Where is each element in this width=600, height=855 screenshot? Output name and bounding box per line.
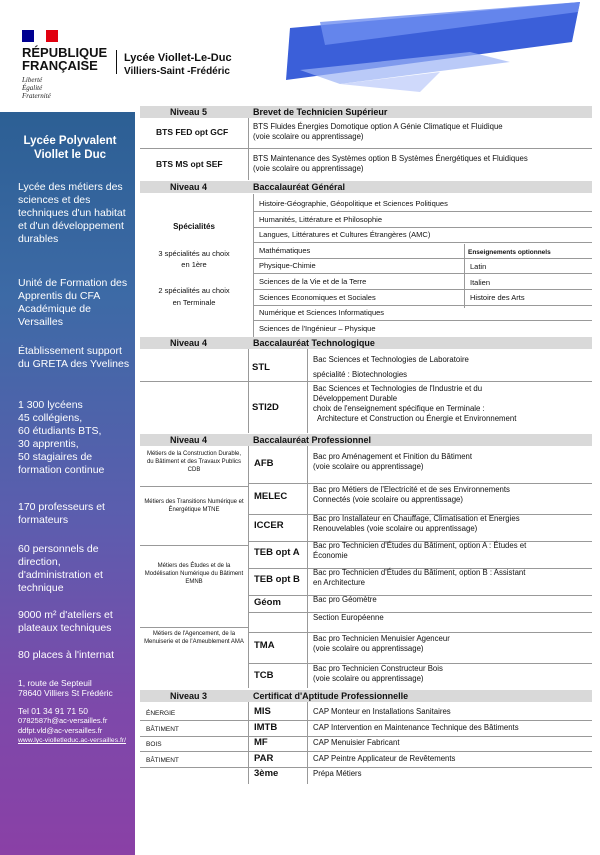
bac-pro-line2: (voie scolaire ou apprentissage) [313, 674, 424, 683]
option-item: Histoire des Arts [470, 293, 525, 303]
bts-ms-line1: BTS Maintenance des Systèmes option B Systèmes Énergétiques et Fluidiques [253, 154, 528, 163]
french-flag-icon [22, 30, 58, 42]
bac-pro-code: MELEC [254, 491, 288, 502]
bts-ms-line2: (voie scolaire ou apprentissage) [253, 164, 364, 173]
bac-pro-desc [313, 595, 377, 605]
sidebar-address [18, 678, 130, 698]
option-item: Italien [470, 277, 491, 287]
bac-pro-code: TEB opt B [254, 574, 300, 585]
sidebar-internat: 80 places à l'internat [18, 649, 114, 661]
level-diploma: Baccalauréat Professionnel [253, 435, 372, 445]
stl-line1: Bac Sciences et Technologies de Laboratoire [313, 355, 469, 364]
contact-email-2[interactable]: ddfpt.vld@ac-versailles.fr [18, 726, 103, 735]
motto-fraternite: Fraternité [22, 92, 51, 100]
bac-pro-line1: Bac pro Métiers de l'Electricité et de ses Environnements [313, 485, 510, 494]
bac-pro-desc [313, 634, 450, 654]
divider [140, 148, 592, 149]
address-line1: 1, route de Septeuil [18, 678, 92, 688]
level-header-bac-pro [140, 434, 592, 446]
bac-pro-line1: Bac pro Aménagement et Finition du Bâtiment [313, 452, 473, 461]
specialites-term-a: 2 spécialités au choix [158, 286, 230, 295]
level-diploma: Baccalauréat Technologique [253, 338, 375, 348]
specialites-1ere-a: 3 spécialités au choix [158, 249, 230, 258]
cap-field: BÂTIMENT [146, 725, 179, 733]
bac-pro-desc [313, 568, 525, 588]
bac-pro-line2: (voie scolaire ou apprentissage) [313, 462, 424, 471]
school-city: Villiers-Saint -Frédéric [124, 66, 230, 77]
stl-code: STL [252, 362, 270, 373]
divider [253, 289, 592, 290]
bac-pro-desc [313, 452, 472, 472]
divider [140, 767, 592, 768]
options-title: Enseignements optionnels [468, 249, 551, 256]
bac-pro-line1: Bac pro Technicien Menuisier Agenceur [313, 634, 450, 643]
bac-pro-code: TEB opt A [254, 547, 300, 558]
address-line2: 78640 Villiers St Frédéric [18, 688, 113, 698]
divider [248, 483, 592, 484]
bac-pro-desc [313, 541, 526, 561]
sti2d-desc [313, 384, 516, 424]
cap-name: CAP Menuisier Fabricant [313, 738, 400, 747]
bac-pro-desc [313, 485, 510, 505]
level-number: Niveau 3 [170, 691, 208, 701]
level-number: Niveau 4 [170, 435, 208, 445]
bts-fed-line2: (voie scolaire ou apprentissage) [253, 132, 364, 141]
filiere-emnb: Métiers des Études et de la Modélisation Numérique du Bâtiment EMNB [144, 563, 244, 585]
level-number: Niveau 5 [170, 107, 208, 117]
bts-fed-code: BTS FED opt GCF [156, 127, 229, 137]
subject-item: Mathématiques [259, 245, 311, 255]
bts-fed-line1: BTS Fluides Énergies Domotique option A Génie Climatique et Fluidique [253, 122, 503, 131]
cap-code: MIS [254, 706, 271, 717]
level-diploma: Baccalauréat Général [253, 182, 346, 192]
bac-pro-desc [313, 514, 520, 534]
sidebar-personnels: 60 personnels de direction, d'administration et technique [18, 543, 103, 594]
sidebar-contact [18, 706, 130, 746]
subject-item: Histoire-Géographie, Géopolitique et Sciences Politiques [259, 199, 448, 208]
header-divider [116, 50, 117, 74]
bac-pro-line1: Section Européenne [313, 613, 384, 622]
decorative-banner [280, 0, 600, 108]
bac-pro-line2: Économie [313, 551, 348, 560]
divider [253, 305, 592, 306]
contact-website-link[interactable]: www.lyc-violletleduc.ac-versailles.fr/ [18, 737, 127, 744]
divider [253, 242, 592, 243]
bac-pro-line1: Bac pro Technicien d'Études du Bâtiment, option B : Assistant [313, 568, 526, 577]
cap-field: BÂTIMENT [146, 756, 179, 764]
specialites-1ere-b: en 1ère [181, 260, 207, 269]
divider [253, 273, 592, 274]
cap-name: CAP Monteur en Installations Sanitaires [313, 707, 451, 716]
bac-pro-line2: (voie scolaire ou apprentissage) [313, 644, 424, 653]
motto-egalite: Égalité [22, 84, 43, 92]
sidebar-title-line1: Lycée Polyvalent [23, 135, 117, 147]
motto [22, 76, 51, 100]
sidebar-title-line2: Viollet le Duc [33, 149, 106, 161]
cap-code: PAR [254, 752, 274, 764]
rf-line1: RÉPUBLIQUE [22, 45, 108, 60]
bac-pro-code: TCB [254, 670, 274, 681]
divider [253, 258, 592, 259]
bac-pro-line1: Bac pro Installateur en Chauffage, Climatisation et Energies [313, 514, 520, 523]
sidebar-lycee-metiers: Lycée des métiers des sciences et des techniques d'un habitat et d'un développement durables [18, 181, 126, 245]
bac-pro-code: TMA [254, 640, 275, 651]
sidebar-ufa: Unité de Formation des Apprentis du CFA Académique de Versailles [18, 277, 128, 328]
page-header [0, 0, 600, 108]
cap-name: Prépa Métiers [313, 769, 362, 778]
sidebar [0, 112, 135, 855]
sidebar-title [10, 134, 130, 162]
cap-field: ÉNERGIE [146, 710, 176, 717]
stl-line2: spécialité : Biotechnologies [313, 370, 408, 379]
divider [248, 595, 592, 596]
divider [140, 381, 592, 382]
bac-pro-line1: Bac pro Géomètre [313, 595, 377, 604]
sidebar-professeurs: 170 professeurs et formateurs [18, 501, 105, 526]
cap-name: CAP Peintre Applicateur de Revêtements [313, 753, 456, 763]
subject-item: Numérique et Sciences Informatiques [259, 308, 385, 318]
cap-code: 3ème [254, 768, 279, 779]
sti2d-code: STI2D [252, 402, 279, 413]
stl-desc [313, 355, 469, 380]
cap-code: IMTB [254, 721, 278, 733]
contact-phone: Tel 01 34 91 71 50 [18, 706, 88, 716]
sidebar-ateliers: 9000 m² d'ateliers et plateaux techniques [18, 609, 113, 634]
bac-pro-code: AFB [254, 458, 274, 469]
level-header-bts [140, 106, 592, 118]
divider [248, 702, 249, 784]
subject-item: Sciences Economiques et Sociales [259, 292, 376, 302]
sti2d-line4: Architecture et Construction ou Énergie et Environnement [317, 414, 517, 423]
divider [253, 227, 592, 228]
filiere-mtne: Métiers des Transitions Numérique et Énergétique MTNE [144, 499, 244, 513]
bac-pro-code: Géom [254, 597, 281, 608]
bac-pro-desc [313, 613, 384, 623]
sti2d-line1: Bac Sciences et Technologies de l'Industrie et du [313, 384, 483, 393]
divider [253, 211, 592, 212]
bac-pro-code: ICCER [254, 520, 284, 531]
bts-fed-desc [253, 122, 503, 142]
specialites-term-b: en Terminale [172, 298, 216, 307]
rf-line2: FRANÇAISE [22, 58, 98, 73]
school-name: Lycée Viollet-Le-Duc [124, 52, 232, 64]
sti2d-line3: choix de l'enseignement spécifique en Terminale : [313, 404, 485, 413]
specialites-title: Spécialités [173, 222, 215, 231]
divider [140, 720, 592, 721]
sti2d-line2: Développement Durable [313, 394, 398, 403]
subject-item: Sciences de l'Ingénieur – Physique [259, 323, 376, 333]
sidebar-greta: Établissement support du GRETA des Yvelines [18, 345, 130, 370]
level-header-bac-general [140, 181, 592, 193]
bac-pro-line2: Renouvelables (voie scolaire ou apprentissage) [313, 524, 478, 533]
sidebar-effectifs: 1 300 lycéens 45 collégiens, 60 étudiants BTS, 30 apprentis, 50 stagiaires de formation continue [18, 399, 105, 476]
cap-code: MF [254, 737, 268, 748]
divider [253, 194, 254, 338]
divider [140, 627, 248, 628]
divider [248, 612, 592, 613]
republique-francaise-logo [22, 46, 107, 72]
divider [140, 545, 248, 546]
divider [140, 751, 592, 752]
motto-liberte: Liberté [22, 76, 43, 84]
bts-ms-code: BTS MS opt SEF [156, 159, 223, 169]
divider [140, 486, 248, 487]
bac-pro-line1: Bac pro Technicien d'Études du Bâtiment, option A : Études et [313, 541, 527, 550]
bac-pro-line1: Bac pro Technicien Constructeur Bois [313, 664, 443, 673]
cap-field: BOIS [146, 741, 162, 748]
school-title [124, 52, 232, 78]
divider [307, 349, 308, 433]
level-diploma: Brevet de Technicien Supérieur [253, 107, 388, 117]
level-header-bac-techno [140, 337, 592, 349]
filiere-ama: Métiers de l'Agencement, de la Menuiserie et de l'Ameublement AMA [144, 631, 244, 645]
contact-email-1[interactable]: 0782587h@ac-versailles.fr [18, 716, 108, 725]
level-number: Niveau 4 [170, 338, 208, 348]
bac-pro-line2: Connectés (voie scolaire ou apprentissage) [313, 495, 463, 504]
filiere-cdb: Métiers de la Construction Durable, du Bâtiment et des Travaux Publics CDB [146, 451, 242, 473]
option-item: Latin [470, 262, 487, 271]
divider [140, 736, 592, 737]
subject-item: Physique-Chimie [259, 261, 316, 271]
bac-pro-desc [313, 664, 443, 684]
subject-item: Humanités, Littérature et Philosophie [259, 214, 382, 224]
subject-item: Langues, Littératures et Cultures Étrangères (AMC) [259, 230, 431, 240]
divider [248, 118, 249, 180]
divider [307, 702, 308, 784]
bac-pro-line2: en Architecture [313, 578, 366, 587]
cap-name: CAP Intervention en Maintenance Technique des Bâtiments [313, 722, 519, 732]
level-header-cap [140, 690, 592, 702]
level-number: Niveau 4 [170, 182, 208, 192]
bts-ms-desc [253, 154, 528, 174]
divider [464, 244, 465, 308]
divider [253, 320, 592, 321]
divider [248, 349, 249, 433]
level-diploma: Certificat d'Aptitude Professionnelle [253, 691, 409, 701]
divider [248, 632, 592, 633]
subject-item: Sciences de la Vie et de la Terre [259, 277, 367, 286]
